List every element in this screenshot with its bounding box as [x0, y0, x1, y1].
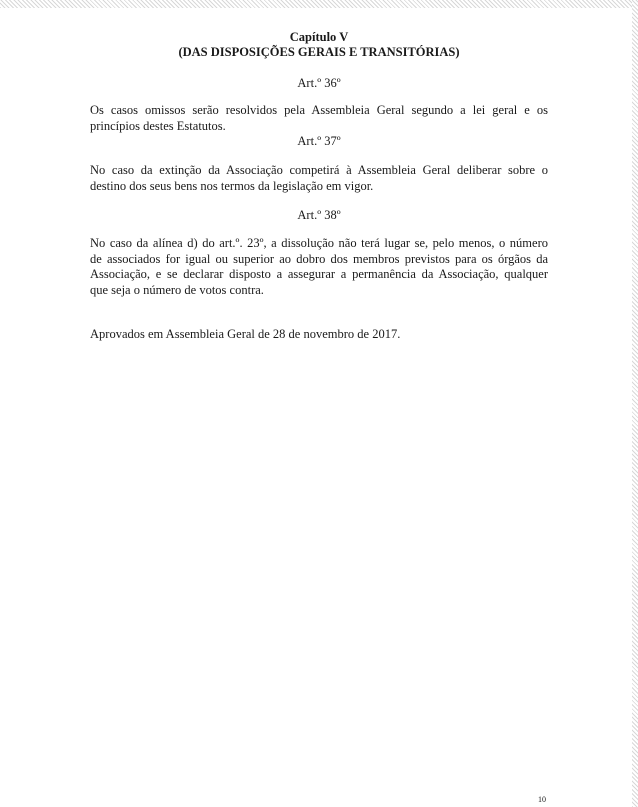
page-number: 10	[538, 795, 546, 804]
chapter-title: Capítulo V	[289, 30, 349, 44]
article-37-heading: Art.º 37º	[297, 134, 341, 148]
article-36-heading: Art.º 36º	[297, 76, 341, 90]
article-36-line-2: princípios destes Estatutos.	[90, 118, 226, 133]
article-38-line-1: No caso da alínea d) do art.º. 23º, a dissolução não terá lugar se, pelo menos, o número	[90, 236, 548, 250]
article-37-text	[90, 163, 548, 194]
article-38-heading: Art.º 38º	[297, 208, 341, 222]
article-38-text	[90, 236, 548, 298]
article-36-line-1: Os casos omissos serão resolvidos pela Assembleia Geral segundo a lei geral e os	[90, 103, 548, 117]
article-38-line-2: de associados for igual ou superior ao dobro dos membros previstos para os órgãos da	[90, 251, 548, 266]
approval-line: Aprovados em Assembleia Geral de 28 de novembro de 2017.	[90, 327, 401, 341]
article-37-line-2: destino dos seus bens nos termos da legislação em vigor.	[90, 178, 374, 193]
article-37-line-1: No caso da extinção da Associação competirá à Assembleia Geral deliberar sobre o	[90, 163, 548, 177]
page-right-edge	[632, 0, 638, 807]
article-38-line-4: que seja o número de votos contra.	[90, 282, 264, 297]
page-top-edge	[0, 0, 638, 8]
approval-statement	[90, 327, 548, 343]
chapter-subtitle: (DAS DISPOSIÇÕES GERAIS E TRANSITÓRIAS)	[178, 45, 460, 59]
article-36-text	[90, 103, 548, 134]
article-38-line-3: Associação, e se declarar disposto a assegurar a permanência da Associação, qualquer	[90, 267, 548, 281]
